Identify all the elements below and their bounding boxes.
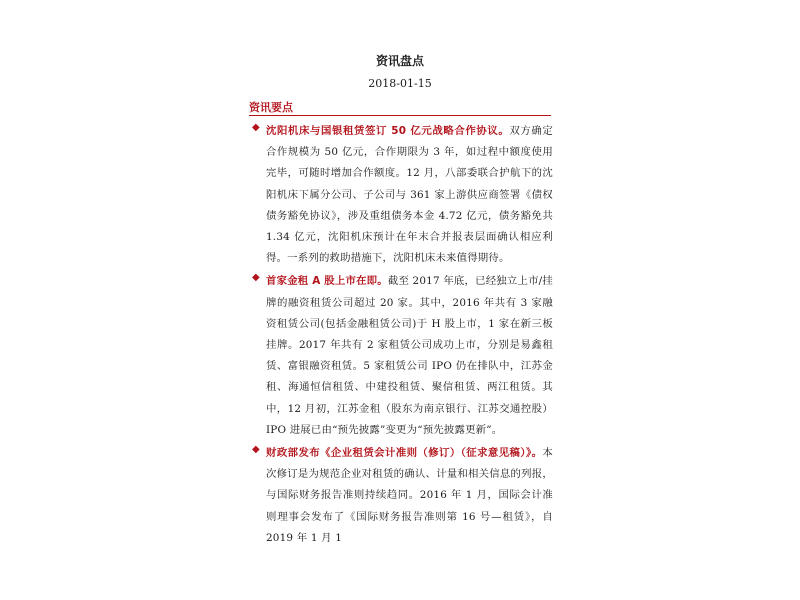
news-item-financial-leasing-ipo: [249, 271, 553, 441]
news-list: [249, 121, 553, 551]
news-item-body: [266, 121, 553, 269]
news-item-shenyang-machine-tool: [249, 121, 553, 269]
news-item-body: [266, 271, 553, 441]
page-title: 资讯盘点: [375, 54, 424, 68]
news-item-headline: 沈阳机床与国银租赁签订 50 亿元战略合作协议。: [266, 125, 510, 137]
diamond-bullet-icon: ◆: [252, 272, 260, 284]
news-item-text: 截至 2017 年底，已经独立上市/挂牌的融资租赁公司超过 20 家。其中，2016 年共有 3 家融资租赁公司(包括金融租赁公司)于 H 股上市，1 家在新三板挂牌。2017 年共有 2 家租赁公司成功上市，分别是易鑫租赁、富银融资租赁。5 家租赁公司 IPO 仍在排队中，江苏金租、海通恒信租赁、中建投租赁、聚信租赁、两江租赁。其中，12 月初，江苏金租（股东为南京银行、江苏交通控股）IPO 进展已由“预先披露”变更为“预先披露更新”。: [266, 275, 553, 436]
section-heading: 资讯要点: [249, 99, 551, 116]
news-item-headline: 财政部发布《企业租赁会计准则（修订）（征求意见稿）》。: [266, 447, 543, 460]
news-item-text: 双方确定合作规模为 50 亿元，合作期限为 3 年，如过程中额度使用完毕，可随时增加合作额度。12 月，八部委联合护航下的沈阳机床下属分公司、子公司与 361 家上游供应商签署《债权债务豁免协议》，涉及重组债务本金 4.72 亿元，债务豁免共 1.34 亿元，沈阳机床预计在年末合并报表层面确认相应利得。一系列的救助措施下，沈阳机床未来值得期待。: [266, 125, 553, 265]
news-item-leasing-accounting-standard: [249, 443, 553, 549]
news-item-text: 本次修订是为规范企业对租赁的确认、计量和相关信息的列报，与国际财务报告准则持续趋同。2016 年 1 月，国际会计准则理事会发布了《国际财务报告准则第 16 号—租赁》，自 2019 年 1 月 1: [266, 447, 553, 544]
news-item-headline: 首家金租 A 股上市在即。: [266, 275, 388, 288]
news-item-body: [266, 443, 553, 549]
diamond-bullet-icon: ◆: [252, 122, 260, 133]
diamond-bullet-icon: ◆: [252, 444, 260, 456]
report-date: 2018-01-15: [368, 77, 432, 90]
